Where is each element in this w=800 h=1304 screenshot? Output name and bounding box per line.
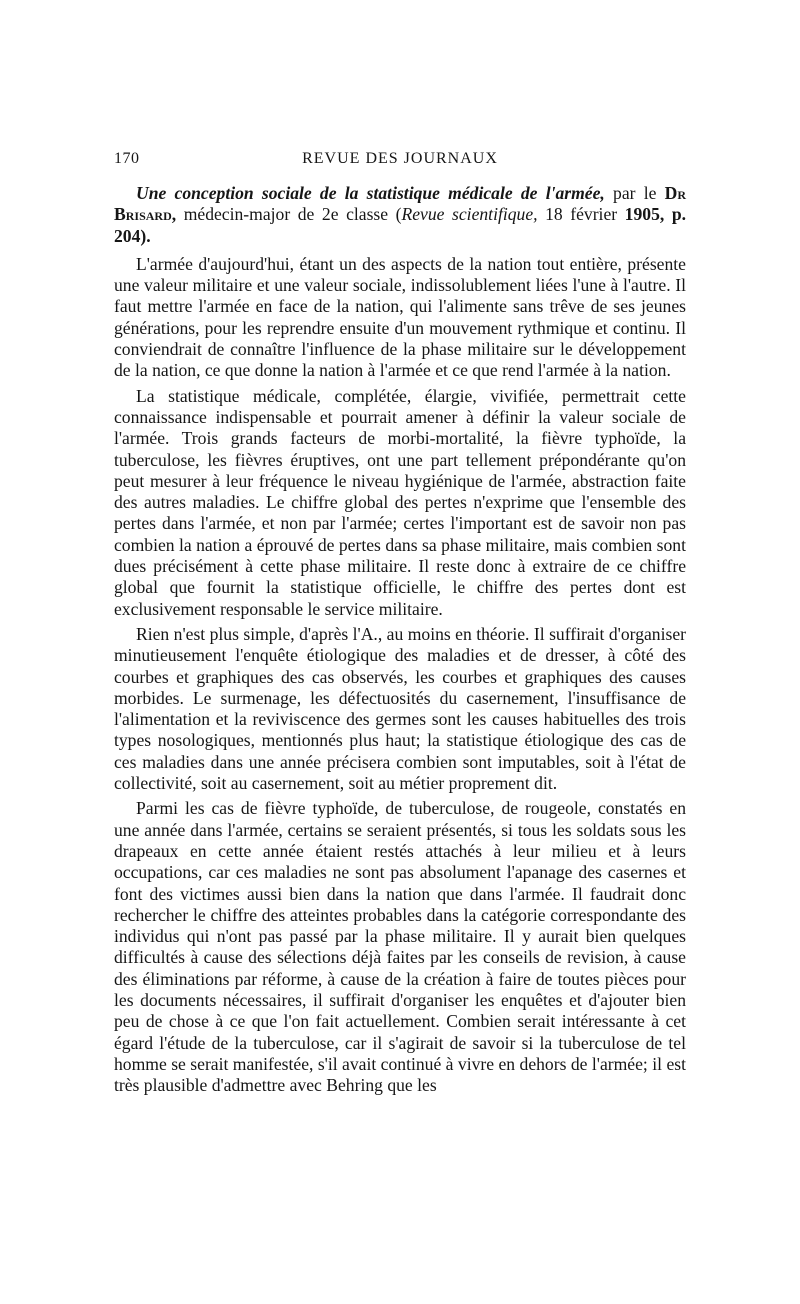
article-author: Dr Brisard,	[114, 183, 687, 225]
citation-by: par le	[604, 183, 665, 203]
article-title: Une conception sociale de la statistique médicale de l'armée,	[136, 183, 605, 203]
body-paragraph: Rien n'est plus simple, d'après l'A., au moins en théorie. Il suffirait d'organiser minutieusement l'enquête étiologique des maladies et de dresser, à côté des courbes et graphiques des cas observés, les courbes et graphiques des causes morbides. Le surmenage, les défectuosités du casernement, l'insuffisance de l'alimentation et la reviviscence des germes sont les causes habituelles des trois types nosologiques, mentionnés plus haut; la statistique étiologique des cas de ces maladies dans une année précisera combien sont imputables, soit à l'état de collectivité, soit au casernement, soit au métier proprement dit.	[114, 623, 686, 794]
body-paragraph: La statistique médicale, complétée, élargie, vivifiée, permettrait cette connaissance indispensable et pourrait amener à définir la valeur sociale de l'armée. Trois grands facteurs de morbi-mortalité, la fièvre typhoïde, la tuberculose, les fièvres éruptives, ont une part tellement prépondérante qu'on peut mesurer à leur fréquence le niveau hygiénique de l'armée, abstraction faite des autres maladies. Le chiffre global des pertes n'exprime que l'ensemble des pertes dans l'armée, et non par l'armée; certes l'important est de savoir non pas combien la nation a éprouvé de pertes dans sa phase militaire, mais combien sont dues précisément à cette phase militaire. Il reste donc à extraire de ce chiffre global que fournit la statistique officielle, le chiffre des pertes dont est exclusivement responsable le service militaire.	[114, 385, 686, 619]
page-number: 170	[114, 150, 140, 167]
body-paragraph: Parmi les cas de fièvre typhoïde, de tuberculose, de rougeole, constatés en une année dans l'armée, certains se seraient présentés, si tous les soldats sous les drapeaux en cette année étaient restés attachés à leur milieu et à leurs occupations, car ces maladies ne sont pas absolument l'apanage des casernes et font des victimes aussi bien dans la nation que dans l'armée. Il faudrait donc rechercher le chiffre des atteintes probables dans la catégorie correspondante des individus qui n'ont pas passé par la phase militaire. Il y aurait bien quelques difficultés à cause des sélections déjà faites par les conseils de revision, à cause des éliminations par réforme, à cause de la création à faire de toutes pièces pour les documents nécessaires, il suffirait d'organiser les enquêtes et d'ajouter bien peu de chose à ce que l'on fait actuellement. Combien serait intéressante à cet égard l'étude de la tuberculose, car il s'agirait de savoir si la tuberculose de tel homme se serait manifestée, s'il avait continué à vivre en dehors de l'armée; il est très plausible d'admettre avec Behring que les	[114, 798, 686, 1096]
source-journal: Revue scientifique,	[401, 204, 538, 225]
running-head	[114, 150, 686, 176]
citation-date: 18 février	[537, 204, 625, 225]
body-paragraph: L'armée d'aujourd'hui, étant un des aspects de la nation tout entière, présente une valeur militaire et une valeur sociale, indissolublement liées l'une à l'autre. Il faut mettre l'armée en face de la nation, qui l'alimente sans trêve de ses jeunes générations, pour les reprendre ensuite d'un mouvement rythmique et continu. Il conviendrait de connaître l'influence de la phase militaire sur le développement de la nation, ce que donne la nation à l'armée et ce que rend l'armée à la nation.	[114, 253, 686, 381]
journal-header-title: REVUE DES JOURNAUX	[302, 150, 498, 167]
citation-middle: médecin-major de 2e classe (	[176, 204, 402, 225]
page	[114, 150, 686, 1096]
article-citation	[114, 183, 686, 247]
citation-year-page: 1905, p. 204).	[114, 204, 686, 246]
